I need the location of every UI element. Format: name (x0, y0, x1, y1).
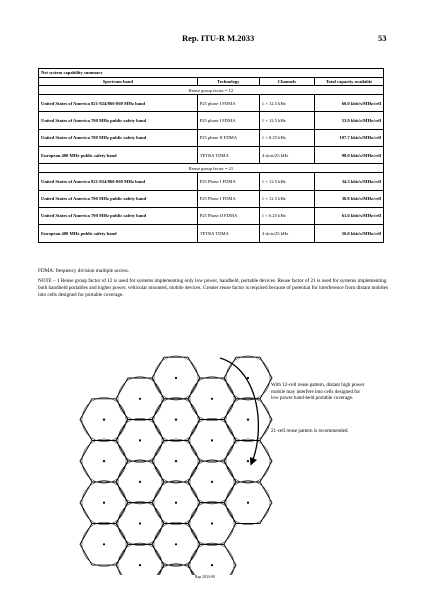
table-row (39, 190, 384, 207)
base-station-dot (247, 377, 249, 379)
cell-technology: P25 phase I FDMA (197, 112, 259, 129)
capacity-table (38, 68, 384, 243)
hex-cell (188, 544, 236, 575)
cell-technology: P25 phase II FDMA (197, 129, 259, 146)
cell-capacity: 107.7 kbit/s/MHz/cell (314, 129, 383, 146)
table-row (39, 173, 384, 190)
base-station-dot (103, 502, 105, 504)
base-station-dot (103, 543, 105, 545)
base-station-dot (211, 481, 213, 483)
base-station-dot (139, 564, 141, 566)
cell-band: United States of America 821-824/866-869 MHz band (39, 173, 198, 190)
base-station-dot (139, 439, 141, 441)
col-header-capacity: Total capacity available (314, 77, 383, 86)
hex-cell-grid (80, 356, 272, 575)
table-row (39, 147, 384, 164)
cell-capacity: 53.9 kbit/s/MHz/cell (314, 112, 383, 129)
cell-channels: 1 × 12.5 kHz (259, 112, 314, 129)
cell-capacity: 98.0 kbit/s/MHz/cell (314, 147, 383, 164)
group-label-21: Reuse group factor = 21 (39, 164, 384, 173)
cell-channels: 4 slots/25 kHz (259, 225, 314, 242)
base-station-dot (175, 460, 177, 462)
cell-reuse-diagram (70, 340, 290, 575)
cell-band: United States of America 700 MHz public safety band (39, 190, 198, 207)
base-station-dot (211, 398, 213, 400)
base-station-dot (247, 419, 249, 421)
cell-capacity: 60.0 kbit/s/MHz/cell (314, 94, 383, 111)
group-label-12: Reuse group factor = 12 (39, 86, 384, 95)
group-21-rows (39, 173, 384, 243)
cell-band: United States of America 700 MHz public safety band (39, 112, 198, 129)
cell-channels: 1 × 12.5 kHz (259, 190, 314, 207)
table-header-row (39, 77, 384, 86)
table-row (39, 112, 384, 129)
cell-capacity: 34.3 kbit/s/MHz/cell (314, 173, 383, 190)
cell-capacity: 61.6 kbit/s/MHz/cell (314, 207, 383, 224)
base-station-dot (211, 439, 213, 441)
cell-technology: P25 phase I FDMA (197, 94, 259, 111)
base-station-dot (139, 398, 141, 400)
col-header-band: Spectrum band (39, 77, 198, 86)
cell-band: United States of America 700 MHz public safety band (39, 207, 198, 224)
cell-channels: 1 × 12.5 kHz (259, 173, 314, 190)
base-station-dot (211, 522, 213, 524)
cell-technology: TETRA TDMA (197, 225, 259, 242)
cell-band: United States of America 821-824/866-869 MHz band (39, 94, 198, 111)
cell-coverage-circle (118, 543, 162, 575)
cell-technology: P25 Phase I FDMA (197, 190, 259, 207)
base-station-dot (175, 502, 177, 504)
table-row (39, 94, 384, 111)
hex-cell (116, 544, 164, 575)
fdma-note: FDMA: frequency division multiple access. (38, 268, 129, 274)
reuse-note: NOTE – 1 Reuse group factor of 12 is used for systems implementing only low power, handheld, portable devices. Reuse factor of 21 is used for systems implementing both handheld portables and higher power, vehicular mounted, mobile devices. Greater reuse factor is required because of potential for interference from distant mobiles into cells designed for portable coverage. (38, 278, 388, 299)
group-row-21 (39, 164, 384, 173)
table-row (39, 207, 384, 224)
cell-capacity: 30.8 kbit/s/MHz/cell (314, 190, 383, 207)
cell-channels: 1 × 6.25 kHz (259, 207, 314, 224)
report-title: Rep. ITU-R M.2033 (182, 33, 255, 43)
cell-band: European 400 MHz public safety band (39, 225, 198, 242)
cell-channels: 1 × 12.5 kHz (259, 94, 314, 111)
cell-band: United States of America 700 MHz public safety band (39, 129, 198, 146)
base-station-dot (211, 564, 213, 566)
cell-channels: 1 × 6.25 kHz (259, 129, 314, 146)
figure-note-21-cell: 21-cell reuse pattern is recommended. (271, 428, 349, 434)
page-number: 53 (378, 33, 387, 43)
cell-technology: P25 Phase I FDMA (197, 173, 259, 190)
base-station-dot (139, 481, 141, 483)
cell-band: European 400 MHz public safety band (39, 147, 198, 164)
table-row (39, 129, 384, 146)
cell-technology: P25 Phase II FDMA (197, 207, 259, 224)
figure-reference: Rap 2033-00 (195, 575, 215, 579)
base-station-dot (175, 419, 177, 421)
table-caption-row (39, 69, 384, 78)
col-header-tech: Technology (197, 77, 259, 86)
base-station-dot (175, 377, 177, 379)
table-row (39, 225, 384, 242)
col-header-channels: Channels (259, 77, 314, 86)
base-station-dot (175, 543, 177, 545)
base-station-dot (139, 522, 141, 524)
cell-capacity: 56.0 kbit/s/MHz/cell (314, 225, 383, 242)
table-caption: Net system capability summary (39, 69, 384, 78)
base-station-dot (103, 419, 105, 421)
table-notes (38, 268, 388, 302)
base-station-dot (103, 460, 105, 462)
group-row-12 (39, 86, 384, 95)
base-station-dot (247, 502, 249, 504)
cell-channels: 4 slots/25 kHz (259, 147, 314, 164)
cell-technology: TETRA TDMA (197, 147, 259, 164)
figure-note-12-cell: With 12-cell reuse pattern, distant high power mobile may interfere into cells designed for low power hand-held portable coverage. (271, 382, 365, 402)
group-12-rows (39, 94, 384, 164)
interference-arrow (220, 358, 258, 462)
cell-coverage-circle (190, 543, 234, 575)
base-station-dot (247, 460, 249, 462)
